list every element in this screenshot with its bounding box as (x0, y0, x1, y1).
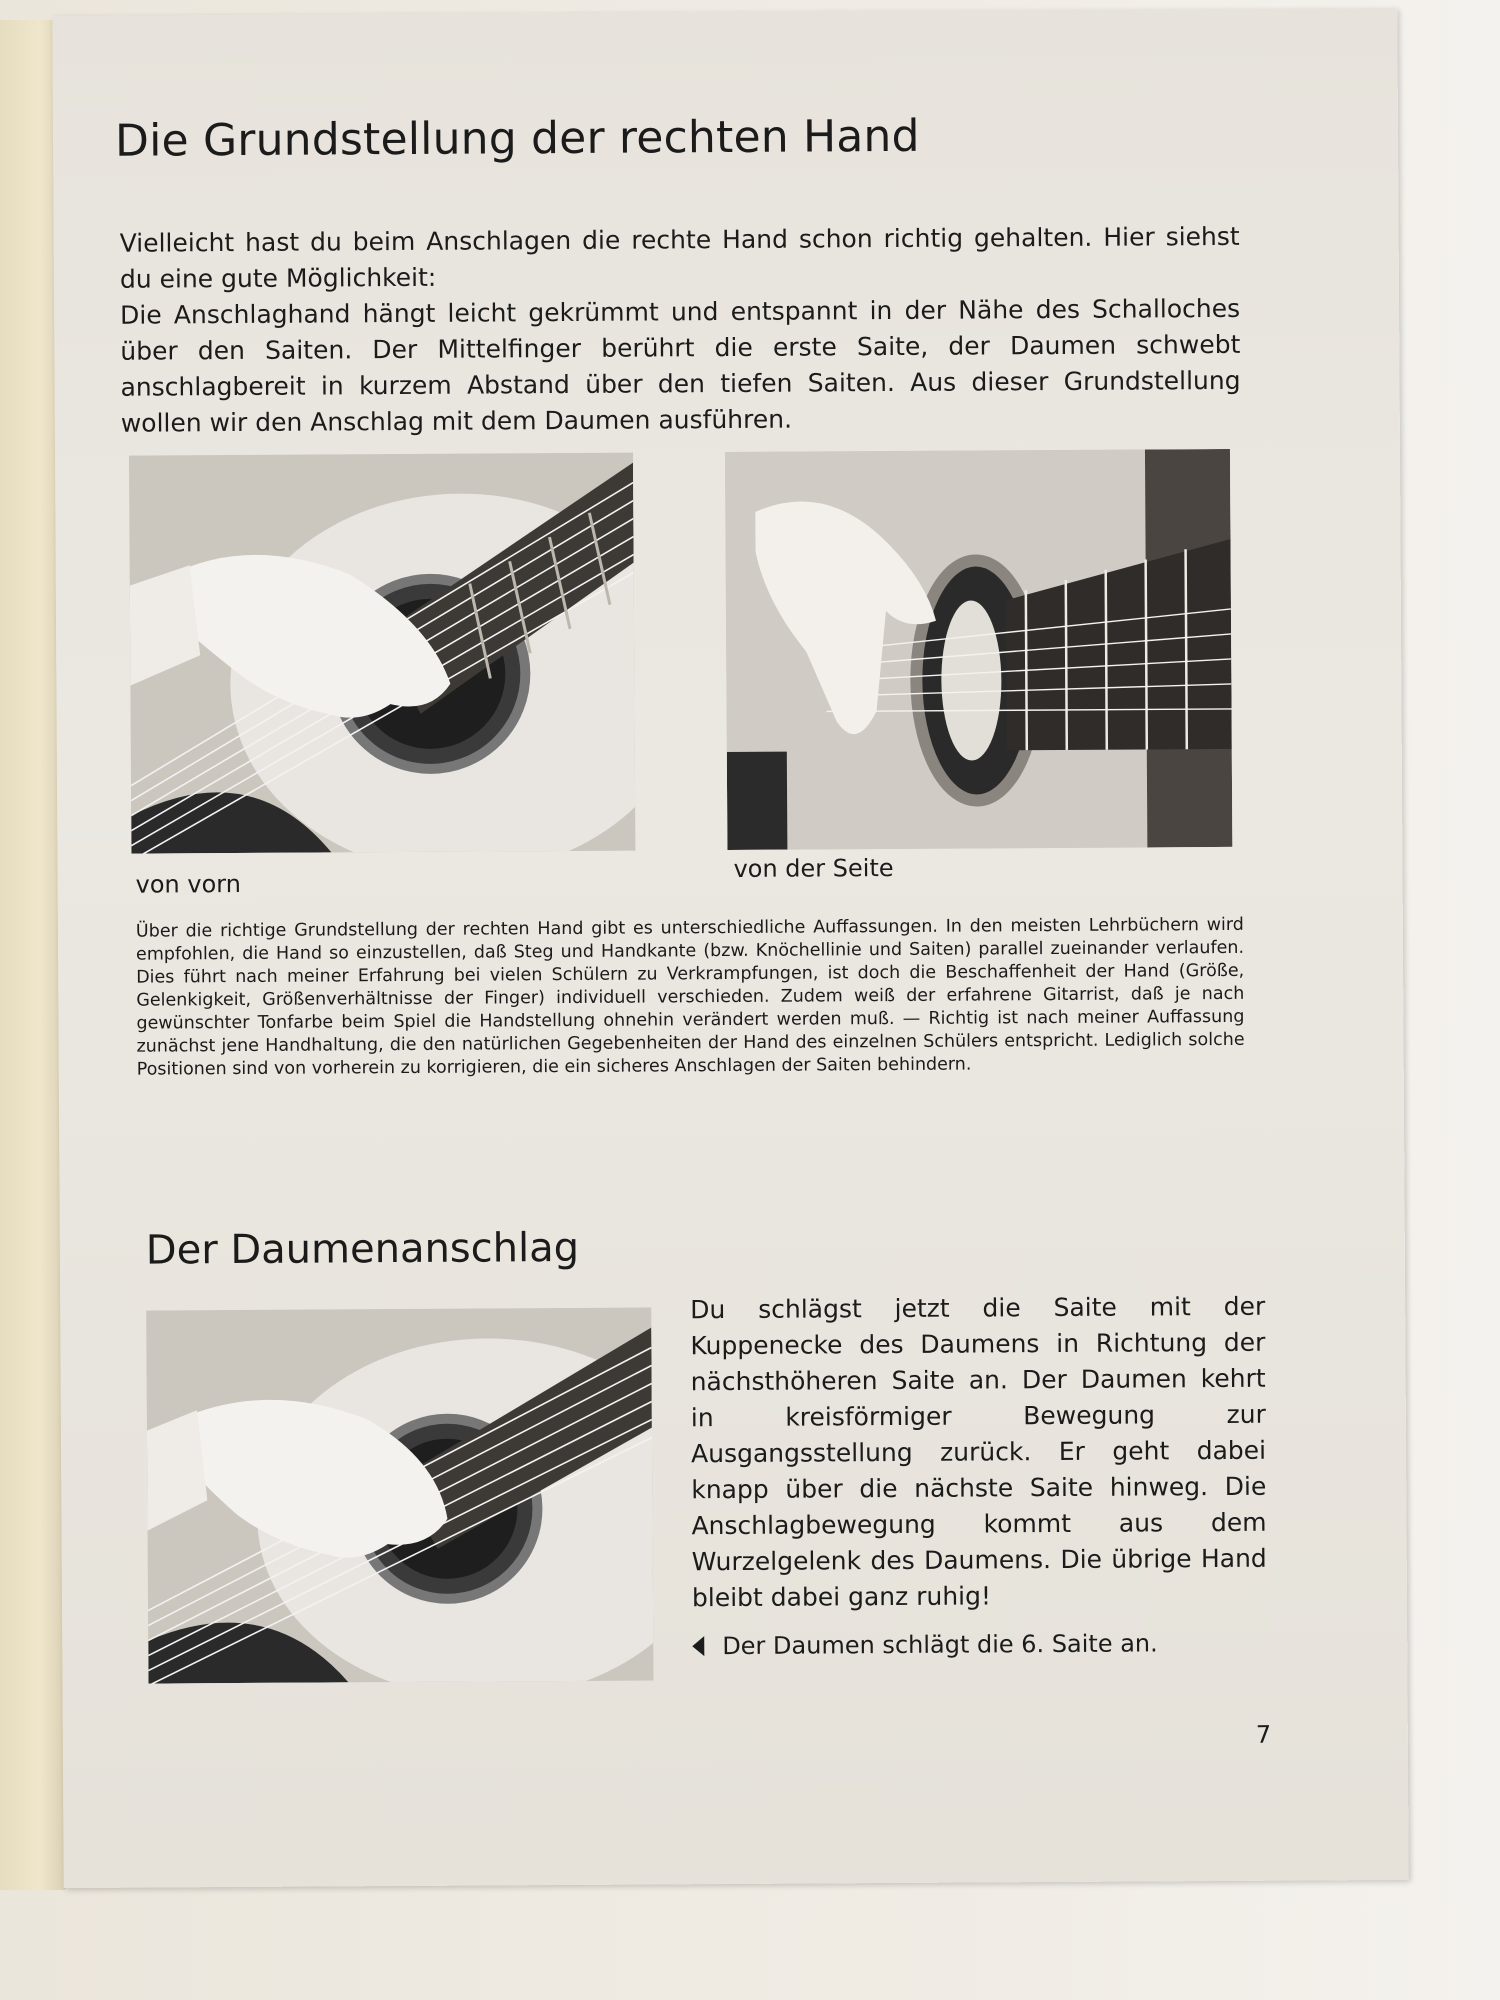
intro-paragraph-1: Vielleicht hast du beim Anschlagen die rechte Hand schon richtig gehalten. Hier siehst du eine gute Möglichkeit: (119, 221, 1240, 294)
page-number: 7 (1255, 1720, 1272, 1749)
footnote-text: Über die richtige Grundstellung der rechten Hand gibt es unterschiedliche Auffassungen. In den meisten Lehrbüchern wird empfohlen, die Hand so einzustellen, daß Steg und Handkante (bzw. Knöchellinie und Saiten) parallel zueinander verlaufen. Dies führt nach meiner Erfahrung bei vielen Schülern zu Verkrampfungen, ist doch die Beschaffenheit der Hand (Größe, Gelenkigkeit, Größenverhältnisse der Finger) individuell verschieden. Zudem weiß der erfahrene Gitarrist, daß je nach gewünschter Tonfarbe beim Spiel die Handstellung ohnehin verändert werden muß. — Richtig ist nach meiner Auffassung zunächst jene Handhaltung, die den natürlichen Gegebenheiten der Hand des einzelnen Schülers entspricht. Lediglich solche Positionen sind von vorherein zu korrigieren, die ein sicheres Anschlagen der Saiten behindern. (135, 914, 1245, 1080)
section-title: Der Daumenanschlag (145, 1224, 580, 1274)
left-arrow-icon (692, 1636, 704, 1656)
photo-front-view (129, 453, 635, 854)
photo-thumb-stroke (146, 1307, 653, 1683)
photo-thumb-caption-row (692, 1629, 1158, 1660)
intro-text (120, 219, 1241, 442)
section-body-text: Du schlägst jetzt die Saite mit der Kuppenecke des Daumens in Richtung der nächsthöheren Saite an. Der Daumen kehrt in kreisförmiger Bewegung zur Ausgangsstellung zurück. Er geht dabei knapp über die nächste Saite hinweg. Die Anschlagbewegung kommt aus dem Wurzelgelenk des Daumens. Die übrige Hand bleibt dabei ganz ruhig! (690, 1291, 1267, 1613)
page-title: Die Grundstellung der rechten Hand (114, 110, 920, 167)
photo-side-view (725, 449, 1232, 850)
book-page (52, 8, 1408, 1888)
photo-front-caption: von vorn (135, 869, 241, 899)
photo-thumb-caption: Der Daumen schlägt die 6. Saite an. (722, 1629, 1158, 1661)
intro-paragraph-2: Die Anschlaghand hängt leicht gekrümmt und entspannt in der Nähe des Schalloches über den Saiten. Der Mittelfinger berührt die erste Saite, der Daumen schwebt anschlagbereit in kurzem Abstand über den tiefen Saiten. Aus dieser Grundstellung wollen wir den Anschlag mit dem Daumen ausführen. (120, 293, 1241, 438)
photo-side-caption: von der Seite (733, 854, 894, 883)
